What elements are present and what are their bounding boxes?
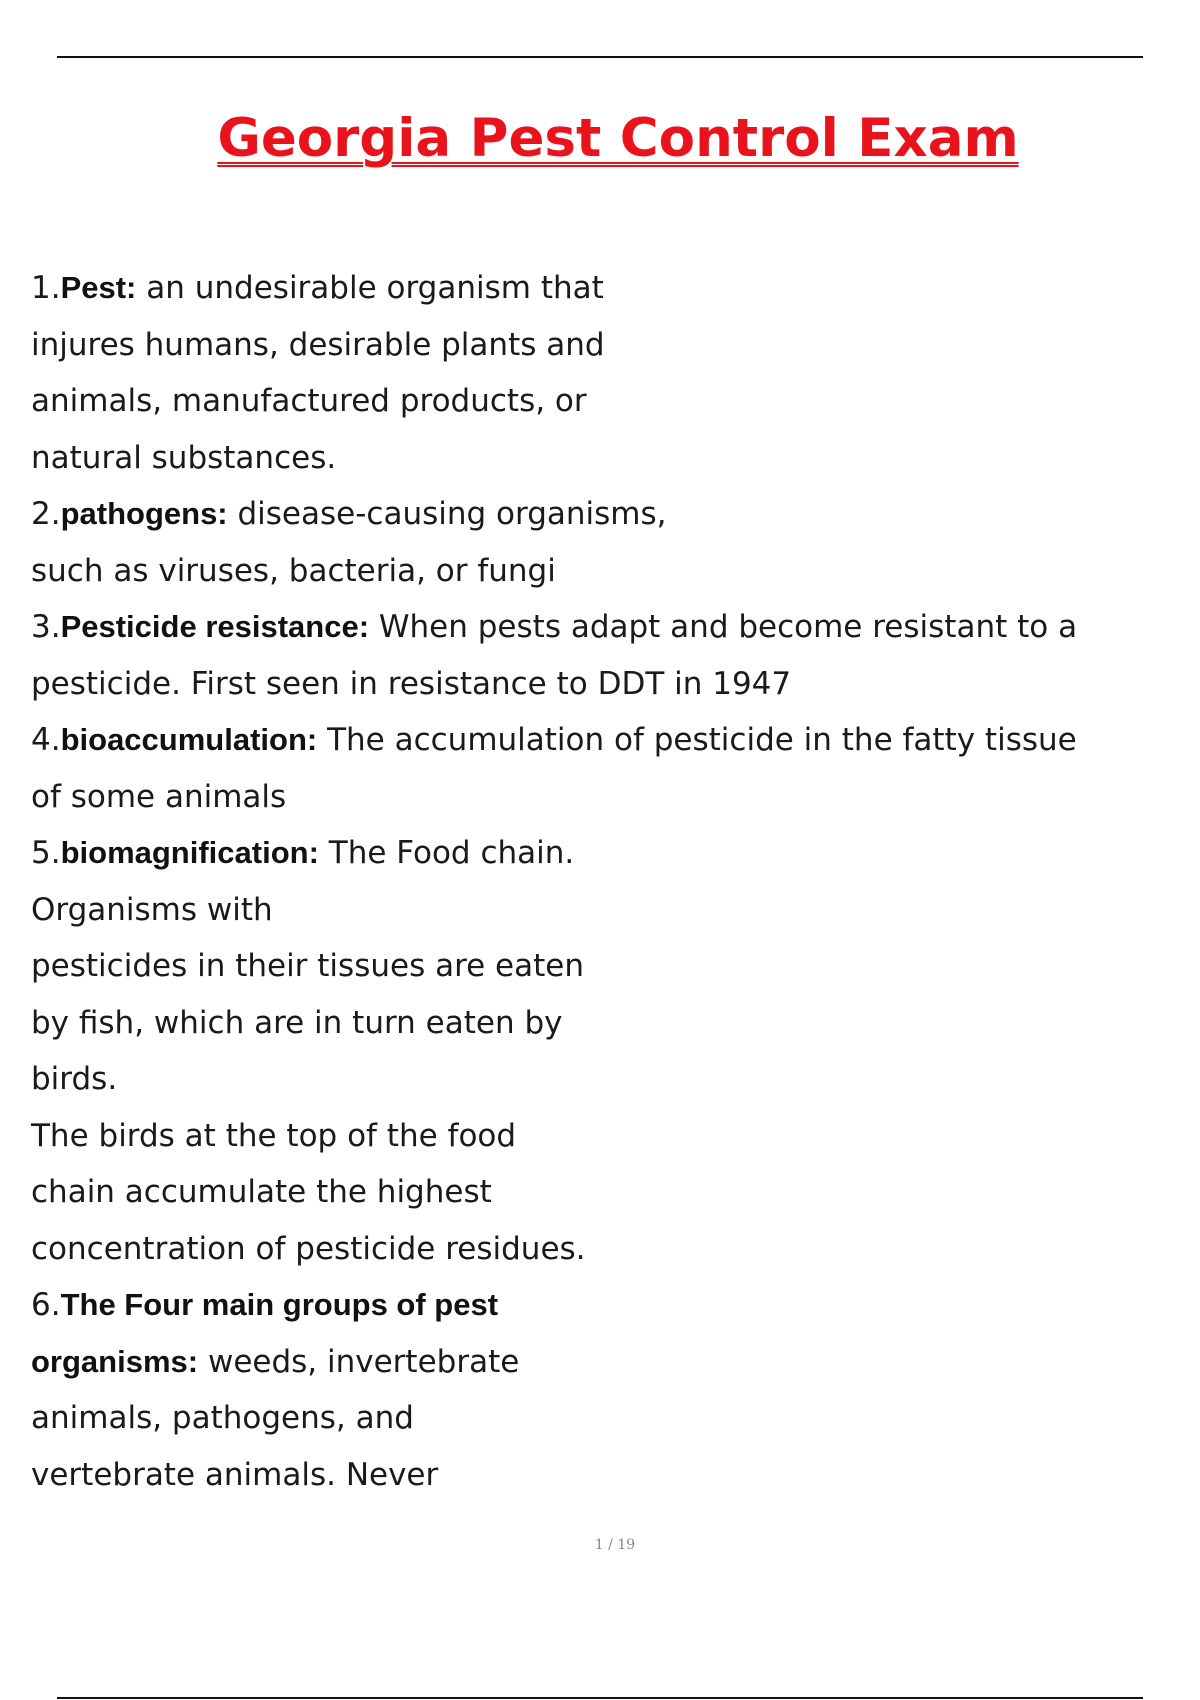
text-line: by fish, which are in turn eaten by [31, 1004, 563, 1041]
bottom-rule [57, 1697, 1143, 1699]
page-number: 1 / 19 [594, 1537, 636, 1553]
entry-6-first-line [31, 1277, 1151, 1334]
entry-text: disease-causing organisms, [227, 496, 667, 532]
text-line: vertebrate animals. Never [31, 1456, 439, 1493]
text-line: concentration of pesticide residues. [31, 1230, 586, 1267]
document-title: Georgia Pest Control Exam [217, 108, 1019, 169]
entry-2-first-line [31, 486, 1151, 543]
text-line: Organisms with [31, 891, 273, 928]
text-line: animals, manufactured products, or [31, 383, 587, 419]
entry-term: The Four main groups of pest [60, 1287, 499, 1322]
text-line: pesticide. First seen in resistance to DDT in 1947 [31, 665, 792, 702]
entry-number: 2. [31, 496, 61, 532]
text-line: The birds at the top of the food [31, 1117, 517, 1154]
entry-term: Pesticide resistance: [60, 609, 370, 644]
entry-number: 6. [31, 1287, 61, 1323]
entry-term-continuation: organisms: [31, 1343, 199, 1379]
entry-1-first-line [31, 260, 1151, 317]
text-line: injures humans, desirable plants and [31, 326, 605, 363]
top-rule [57, 56, 1143, 58]
text-line: of some animals [31, 778, 287, 815]
entry-term: pathogens: [60, 496, 228, 531]
entry-text: an undesirable organism that [136, 270, 604, 306]
entry-text: The accumulation of pesticide in the fatty tissue [317, 722, 1077, 758]
entry-number: 3. [31, 609, 61, 645]
entry-6-second-line [31, 1334, 1151, 1391]
entry-term: bioaccumulation: [60, 722, 318, 757]
entry-text: The Food chain. [318, 835, 575, 871]
entry-text: When pests adapt and become resistant to a [369, 609, 1078, 645]
entry-text: weeds, invertebrate [198, 1343, 520, 1380]
entry-5-first-line [31, 825, 1151, 882]
document-body [31, 260, 1151, 1503]
entry-4-first-line [31, 712, 1151, 769]
text-line: birds. [31, 1061, 118, 1097]
text-line: such as viruses, bacteria, or fungi [31, 552, 556, 589]
entry-term: Pest: [60, 270, 137, 305]
text-line: natural substances. [31, 439, 337, 476]
text-line: animals, pathogens, and [31, 1400, 414, 1436]
entry-3-first-line [31, 599, 1151, 656]
entry-term: biomagnification: [60, 835, 319, 870]
text-line: chain accumulate the highest [31, 1174, 492, 1210]
entry-number: 1. [31, 270, 61, 306]
text-line: pesticides in their tissues are eaten [31, 948, 585, 984]
entry-number: 4. [31, 722, 61, 758]
entry-number: 5. [31, 835, 61, 871]
